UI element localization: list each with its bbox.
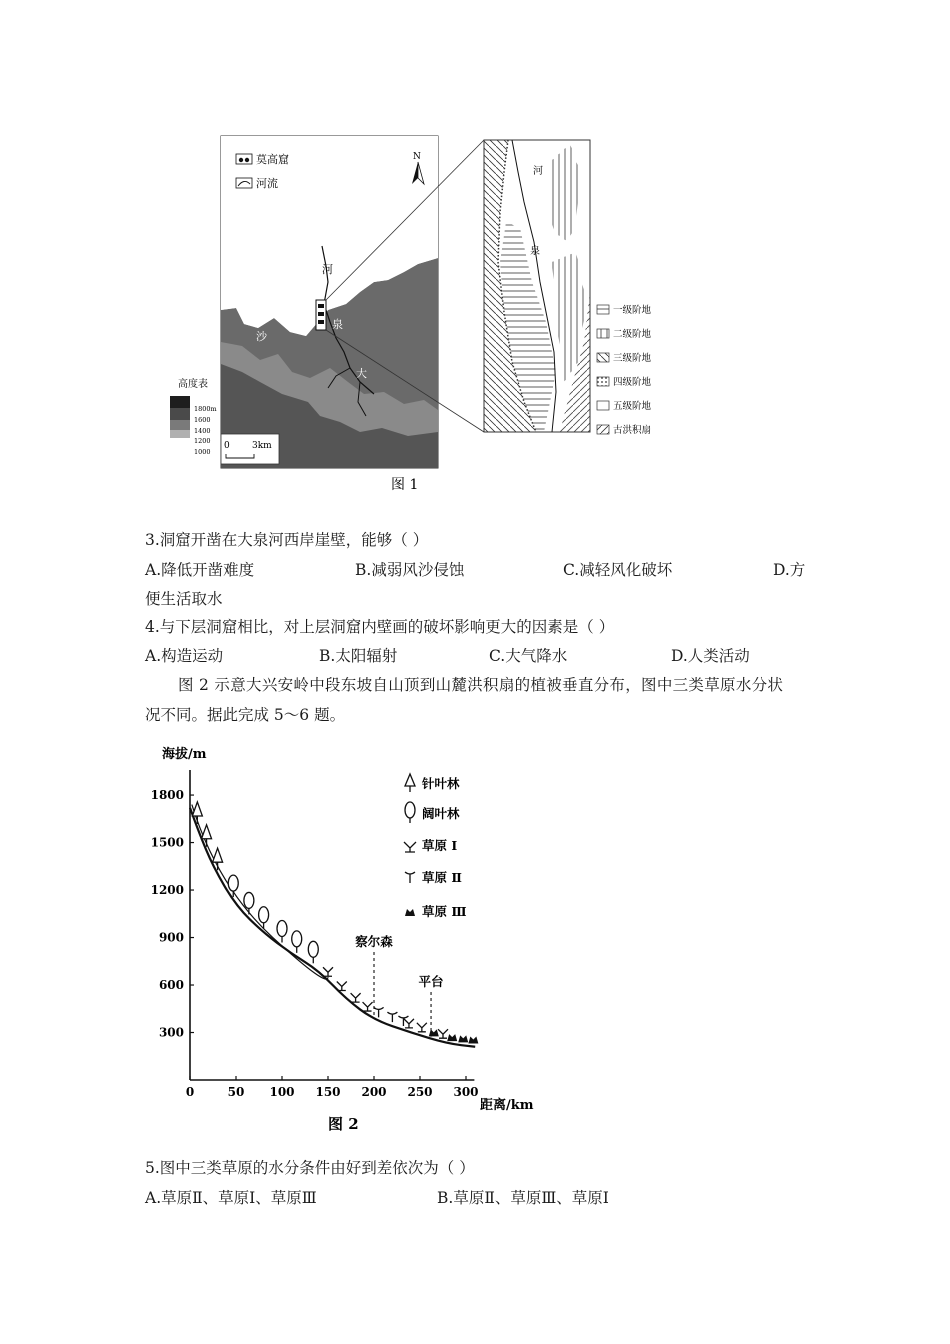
option-d: D.方 xyxy=(773,561,806,579)
broadleaf-tree xyxy=(228,875,238,891)
x-tick-label: 200 xyxy=(361,1085,387,1099)
option-b: B.草原Ⅱ、草原Ⅲ、草原Ⅰ xyxy=(437,1189,609,1207)
grassland-2-symbol xyxy=(387,1012,397,1022)
grass-2-icon xyxy=(405,872,415,883)
elev-tick: 1400 xyxy=(194,427,211,435)
elev-tick: 1000 xyxy=(194,448,211,456)
map-label-da: 大 xyxy=(356,367,367,380)
needleleaf-tree xyxy=(202,825,212,839)
x-tick-label: 150 xyxy=(315,1085,341,1099)
terrace-legend-label: 二级阶地 xyxy=(613,329,652,340)
option-c: C.大气降水 xyxy=(489,647,568,665)
intro-line-1: 图 2 示意大兴安岭中段东坡自山顶到山麓洪积扇的植被垂直分布，图中三类草原水分状 xyxy=(178,676,784,694)
elev-tick: 1200 xyxy=(194,437,211,445)
grassland-1-symbol xyxy=(438,1029,448,1038)
question-3-stem: 3.洞窟开凿在大泉河西岸崖壁，能够（ ） xyxy=(145,531,429,549)
broadleaf-tree xyxy=(259,907,269,923)
grass-1-icon xyxy=(404,842,416,852)
grassland-2-symbol xyxy=(374,1007,384,1017)
needleleaf-icon xyxy=(405,774,415,792)
question-4-options xyxy=(145,644,805,666)
legend-label: 阔叶林 xyxy=(422,806,460,821)
annotation-label: 平台 xyxy=(418,974,444,989)
svg-text:N: N xyxy=(413,152,421,162)
broadleaf-icon xyxy=(405,802,415,823)
grass-3-icon xyxy=(405,909,415,916)
scale-zero: 0 xyxy=(224,441,230,451)
figure-2-caption: 图 2 xyxy=(328,1115,359,1133)
chart-legend xyxy=(404,774,467,919)
grassland-1-symbol xyxy=(323,967,333,976)
legend-label: 草原 Ⅱ xyxy=(422,870,462,885)
annotation-label: 察尔森 xyxy=(355,934,393,949)
map-label-he: 河 xyxy=(322,263,333,276)
cave-legend-icon xyxy=(236,154,252,164)
figure-1 xyxy=(160,132,720,502)
broadleaf-tree xyxy=(292,931,302,947)
x-tick-label: 250 xyxy=(407,1085,433,1099)
grassland-3-symbol xyxy=(458,1035,468,1042)
y-tick-label: 1200 xyxy=(150,883,184,898)
grassland-3-symbol xyxy=(429,1029,439,1036)
option-c: C.减轻风化破坏 xyxy=(563,561,673,579)
terrace-legend-label: 古洪积扇 xyxy=(613,425,652,436)
terrace-legend-label: 四级阶地 xyxy=(613,377,652,388)
grassland-1-symbol xyxy=(337,982,347,991)
y-tick-label: 1500 xyxy=(150,835,184,850)
scale-label: 3km xyxy=(252,441,272,451)
option-d: D.人类活动 xyxy=(671,647,750,665)
y-tick-label: 600 xyxy=(158,978,184,993)
intro-line-2: 况不同。据此完成 5～6 题。 xyxy=(145,706,346,724)
option-a: A.草原Ⅱ、草原Ⅰ、草原Ⅲ xyxy=(145,1189,317,1207)
terrace-legend-label: 三级阶地 xyxy=(613,353,652,364)
terrace-legend-label: 一级阶地 xyxy=(613,305,652,316)
elevation-swatch xyxy=(170,396,190,408)
inset-label-quan: 泉 xyxy=(530,246,540,257)
y-axis-label: 海拔/m xyxy=(162,747,207,762)
inset-label-he: 河 xyxy=(533,166,543,177)
figure-2-chart xyxy=(150,740,570,1135)
grassland-1-symbol xyxy=(404,1019,414,1028)
legend-label: 针叶林 xyxy=(422,776,460,791)
elev-tick: 1800m xyxy=(194,405,217,413)
grassland-3-symbol xyxy=(447,1034,457,1041)
map-label-quan: 泉 xyxy=(332,318,343,331)
map-label-sha: 沙 xyxy=(256,330,267,343)
x-tick-label: 100 xyxy=(269,1085,295,1099)
figure-1-caption: 图 1 xyxy=(391,477,419,493)
terrace-inset-map xyxy=(484,140,590,432)
terrace-legend-label: 五级阶地 xyxy=(613,401,652,412)
broadleaf-tree xyxy=(308,941,318,957)
option-a: A.构造运动 xyxy=(145,647,224,665)
question-3-option-d-wrap: 便生活取水 xyxy=(145,590,223,608)
terrace-legend xyxy=(597,304,652,436)
question-5-options xyxy=(145,1186,805,1208)
broadleaf-tree xyxy=(244,892,254,908)
elevation-title: 高度表 xyxy=(178,379,208,390)
option-b: B.减弱风沙侵蚀 xyxy=(355,561,465,579)
legend-cave-label: 莫高窟 xyxy=(256,153,289,166)
y-tick-label: 300 xyxy=(158,1025,184,1040)
grassland-1-symbol xyxy=(417,1023,427,1032)
river-legend-icon xyxy=(236,178,252,188)
grassland-1-symbol xyxy=(351,993,361,1002)
elev-tick: 1600 xyxy=(194,416,211,424)
x-tick-label: 50 xyxy=(227,1085,245,1099)
y-tick-label: 1800 xyxy=(150,788,184,803)
legend-label: 草原 Ⅰ xyxy=(422,838,458,853)
option-a: A.降低开凿难度 xyxy=(145,561,255,579)
grassland-3-symbol xyxy=(468,1037,478,1044)
x-axis-label: 距离/km xyxy=(480,1098,534,1113)
question-4-stem: 4.与下层洞窟相比，对上层洞窟内壁画的破坏影响更大的因素是（ ） xyxy=(145,618,615,636)
legend-river-label: 河流 xyxy=(256,177,278,190)
x-tick-label: 300 xyxy=(453,1085,479,1099)
grassland-1-symbol xyxy=(363,1002,373,1011)
question-5-stem: 5.图中三类草原的水分条件由好到差依次为（ ） xyxy=(145,1159,475,1177)
x-tick-label: 0 xyxy=(185,1085,195,1099)
question-3-options xyxy=(145,558,805,580)
y-tick-label: 900 xyxy=(158,930,184,945)
slope-surface-line xyxy=(192,805,328,980)
legend-label: 草原 Ⅲ xyxy=(422,904,467,919)
needleleaf-tree xyxy=(213,848,223,862)
broadleaf-tree xyxy=(277,921,287,937)
option-b: B.太阳辐射 xyxy=(319,647,398,665)
